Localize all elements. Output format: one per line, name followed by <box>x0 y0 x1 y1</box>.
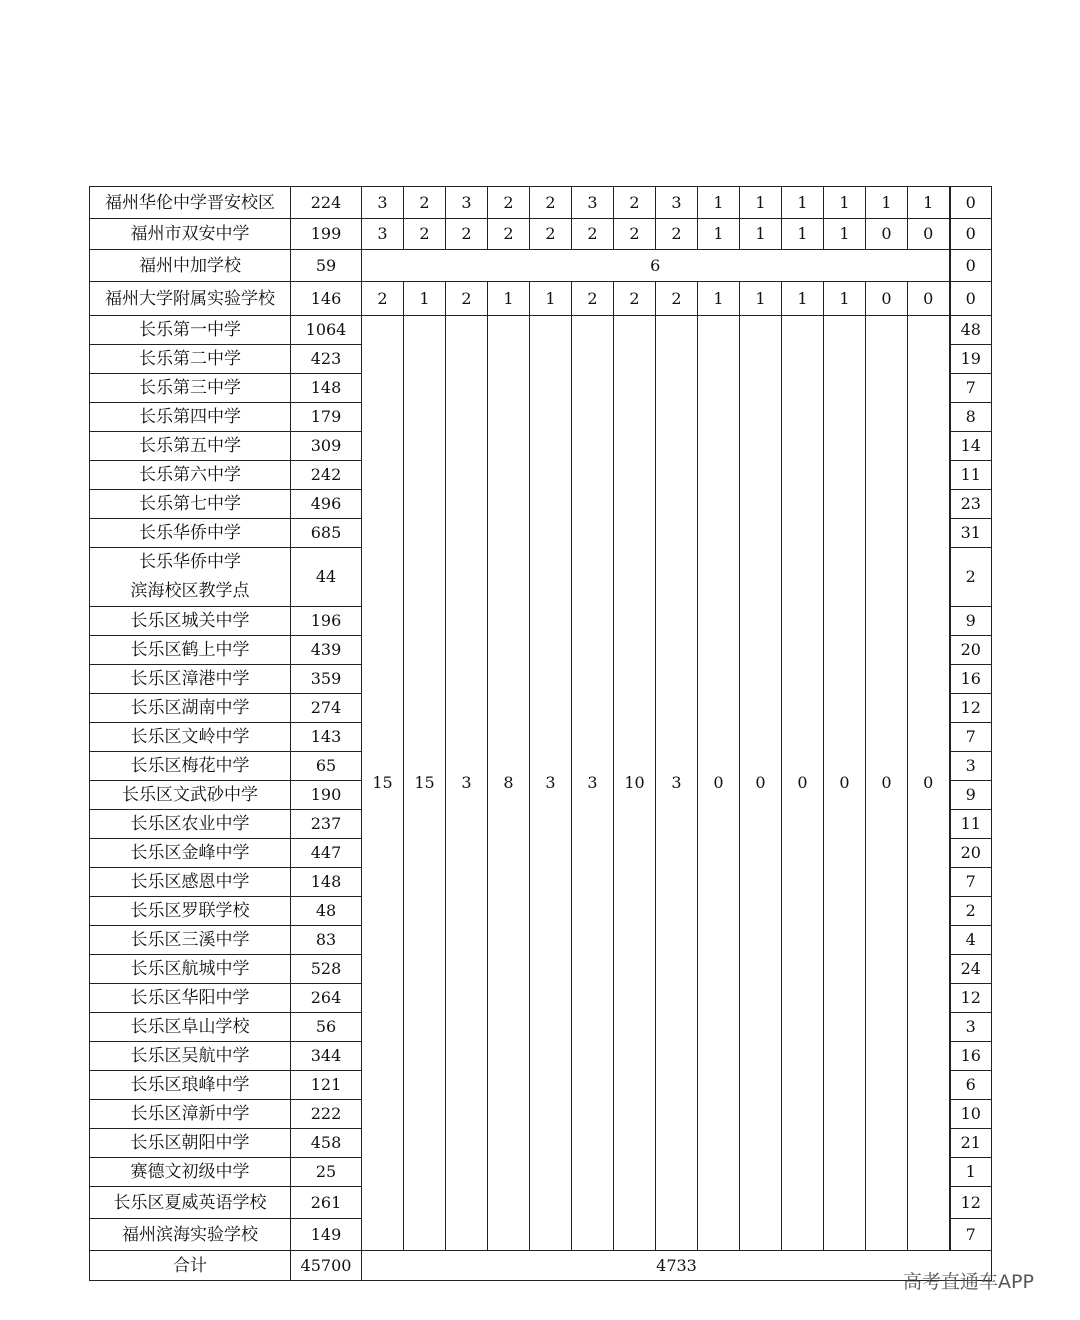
table-row <box>90 282 992 316</box>
allocation-cell: 16 <box>950 665 992 694</box>
quota-cell: 0 <box>824 316 866 1251</box>
total-students-cell: 179 <box>291 403 362 432</box>
total-students-cell: 190 <box>291 781 362 810</box>
school-name-cell: 长乐区罗联学校 <box>90 897 291 926</box>
school-name-cell: 福州华伦中学晋安校区 <box>90 187 291 219</box>
school-name-cell: 长乐区城关中学 <box>90 607 291 636</box>
quota-cell: 2 <box>446 219 488 250</box>
allocation-cell: 1 <box>950 1158 992 1187</box>
school-name-cell: 长乐区文武砂中学 <box>90 781 291 810</box>
allocation-cell: 24 <box>950 955 992 984</box>
school-name-cell: 长乐区鹤上中学 <box>90 636 291 665</box>
quota-cell: 2 <box>362 282 404 316</box>
allocation-cell: 7 <box>950 868 992 897</box>
quota-cell: 2 <box>488 187 530 219</box>
school-name-cell: 长乐区航城中学 <box>90 955 291 984</box>
allocation-cell: 3 <box>950 752 992 781</box>
school-name-cell: 长乐华侨中学 <box>90 519 291 548</box>
school-name-cell: 长乐第七中学 <box>90 490 291 519</box>
school-name-cell: 长乐区阜山学校 <box>90 1013 291 1042</box>
quota-cell: 1 <box>698 282 740 316</box>
allocation-cell: 0 <box>950 250 992 282</box>
allocation-cell: 12 <box>950 694 992 723</box>
quota-cell: 2 <box>572 282 614 316</box>
quota-cell: 2 <box>614 282 656 316</box>
quota-cell: 2 <box>572 219 614 250</box>
allocation-cell: 20 <box>950 636 992 665</box>
allocation-cell: 7 <box>950 723 992 752</box>
school-name-cell: 长乐区农业中学 <box>90 810 291 839</box>
allocation-cell: 12 <box>950 984 992 1013</box>
school-name-cell: 长乐第五中学 <box>90 432 291 461</box>
allocation-cell: 2 <box>950 897 992 926</box>
quota-cell: 1 <box>698 187 740 219</box>
allocation-cell: 0 <box>950 282 992 316</box>
total-students-cell: 148 <box>291 374 362 403</box>
total-students-cell: 56 <box>291 1013 362 1042</box>
quota-cell: 1 <box>782 187 824 219</box>
school-name-cell: 长乐第三中学 <box>90 374 291 403</box>
quota-cell: 1 <box>740 187 782 219</box>
total-students-cell: 274 <box>291 694 362 723</box>
school-name-cell: 长乐区琅峰中学 <box>90 1071 291 1100</box>
quota-cell: 15 <box>362 316 404 1251</box>
quota-cell: 1 <box>530 282 572 316</box>
quota-cell: 1 <box>404 282 446 316</box>
quota-cell: 3 <box>656 316 698 1251</box>
school-name-cell: 长乐第六中学 <box>90 461 291 490</box>
quota-cell: 0 <box>698 316 740 1251</box>
quota-cell: 10 <box>614 316 656 1251</box>
total-students-cell: 143 <box>291 723 362 752</box>
total-students-cell: 65 <box>291 752 362 781</box>
total-students-cell: 59 <box>291 250 362 282</box>
quota-cell: 1 <box>824 282 866 316</box>
total-students-cell: 149 <box>291 1219 362 1251</box>
total-students-cell: 685 <box>291 519 362 548</box>
total-students-cell: 44 <box>291 548 362 607</box>
total-students-cell: 496 <box>291 490 362 519</box>
school-name-cell: 长乐第二中学 <box>90 345 291 374</box>
allocation-cell: 16 <box>950 1042 992 1071</box>
allocation-cell: 3 <box>950 1013 992 1042</box>
quota-cell: 1 <box>824 187 866 219</box>
total-label-cell: 合计 <box>90 1251 291 1281</box>
total-students-cell: 528 <box>291 955 362 984</box>
school-name-cell: 长乐第四中学 <box>90 403 291 432</box>
total-students-cell: 237 <box>291 810 362 839</box>
grand-total-cell: 45700 <box>291 1251 362 1281</box>
total-students-cell: 224 <box>291 187 362 219</box>
quota-cell: 1 <box>866 187 908 219</box>
quota-cell: 0 <box>740 316 782 1251</box>
quota-cell: 2 <box>656 282 698 316</box>
quota-cell: 1 <box>698 219 740 250</box>
school-name-cell: 长乐区感恩中学 <box>90 868 291 897</box>
table-row <box>90 250 992 282</box>
quota-cell: 3 <box>656 187 698 219</box>
total-students-cell: 146 <box>291 282 362 316</box>
school-name-cell: 福州滨海实验学校 <box>90 1219 291 1251</box>
school-name-cell: 赛德文初级中学 <box>90 1158 291 1187</box>
quota-cell: 1 <box>740 282 782 316</box>
quota-cell: 3 <box>362 187 404 219</box>
quota-cell: 2 <box>656 219 698 250</box>
quota-cell: 2 <box>530 187 572 219</box>
school-name-cell: 长乐区三溪中学 <box>90 926 291 955</box>
school-name-cell: 长乐区华阳中学 <box>90 984 291 1013</box>
quota-cell: 8 <box>488 316 530 1251</box>
total-students-cell: 148 <box>291 868 362 897</box>
watermark: 高考直通车APP <box>903 1271 1034 1293</box>
allocation-cell: 0 <box>950 219 992 250</box>
quota-cell: 3 <box>446 316 488 1251</box>
quota-cell: 3 <box>362 219 404 250</box>
quota-cell: 3 <box>446 187 488 219</box>
table-row <box>90 316 992 345</box>
allocation-cell: 11 <box>950 461 992 490</box>
allocation-cell: 7 <box>950 374 992 403</box>
allocation-cell: 8 <box>950 403 992 432</box>
quota-cell: 0 <box>908 316 950 1251</box>
allocation-cell: 9 <box>950 781 992 810</box>
school-name-cell: 长乐区夏威英语学校 <box>90 1187 291 1219</box>
school-name-cell: 福州市双安中学 <box>90 219 291 250</box>
allocation-cell: 2 <box>950 548 992 607</box>
allocation-cell: 11 <box>950 810 992 839</box>
table-row <box>90 187 992 219</box>
allocation-cell: 9 <box>950 607 992 636</box>
quota-cell: 2 <box>530 219 572 250</box>
quota-cell: 3 <box>530 316 572 1251</box>
quota-cell: 3 <box>572 316 614 1251</box>
quota-cell: 2 <box>446 282 488 316</box>
quota-cell: 2 <box>488 219 530 250</box>
total-students-cell: 196 <box>291 607 362 636</box>
allocation-cell: 14 <box>950 432 992 461</box>
total-students-cell: 264 <box>291 984 362 1013</box>
quota-cell: 2 <box>614 219 656 250</box>
total-students-cell: 423 <box>291 345 362 374</box>
total-students-cell: 309 <box>291 432 362 461</box>
total-students-cell: 344 <box>291 1042 362 1071</box>
quota-cell: 1 <box>908 187 950 219</box>
quota-cell: 0 <box>782 316 824 1251</box>
quota-cell: 15 <box>404 316 446 1251</box>
allocation-cell: 10 <box>950 1100 992 1129</box>
quota-cell: 0 <box>866 282 908 316</box>
total-students-cell: 222 <box>291 1100 362 1129</box>
school-name-cell: 长乐区文岭中学 <box>90 723 291 752</box>
school-name-cell: 长乐区湖南中学 <box>90 694 291 723</box>
allocation-cell: 6 <box>950 1071 992 1100</box>
total-row <box>90 1251 992 1281</box>
total-students-cell: 121 <box>291 1071 362 1100</box>
allocation-cell: 0 <box>950 187 992 219</box>
total-students-cell: 439 <box>291 636 362 665</box>
school-name-cell: 长乐区梅花中学 <box>90 752 291 781</box>
quota-cell: 1 <box>782 219 824 250</box>
allocation-cell: 4 <box>950 926 992 955</box>
allocation-cell: 48 <box>950 316 992 345</box>
school-name-cell: 长乐区金峰中学 <box>90 839 291 868</box>
allocation-cell: 7 <box>950 1219 992 1251</box>
total-students-cell: 48 <box>291 897 362 926</box>
total-students-cell: 447 <box>291 839 362 868</box>
quota-cell: 1 <box>740 219 782 250</box>
school-name-cell: 长乐区朝阳中学 <box>90 1129 291 1158</box>
total-students-cell: 359 <box>291 665 362 694</box>
school-name-cell: 长乐华侨中学 滨海校区教学点 <box>90 548 291 607</box>
school-name-cell: 长乐第一中学 <box>90 316 291 345</box>
total-students-cell: 458 <box>291 1129 362 1158</box>
quota-cell: 0 <box>866 219 908 250</box>
quota-cell: 0 <box>908 282 950 316</box>
quota-cell: 2 <box>404 187 446 219</box>
total-students-cell: 242 <box>291 461 362 490</box>
total-students-cell: 261 <box>291 1187 362 1219</box>
school-name-cell: 长乐区漳港中学 <box>90 665 291 694</box>
grand-quota-cell: 4733 <box>362 1251 992 1281</box>
allocation-cell: 19 <box>950 345 992 374</box>
allocation-cell: 12 <box>950 1187 992 1219</box>
quota-cell: 0 <box>866 316 908 1251</box>
quota-cell: 2 <box>404 219 446 250</box>
quota-cell: 1 <box>824 219 866 250</box>
school-name-cell: 福州大学附属实验学校 <box>90 282 291 316</box>
merged-quota-cell: 6 <box>362 250 950 282</box>
table-row <box>90 219 992 250</box>
quota-cell: 2 <box>614 187 656 219</box>
school-name-cell: 长乐区漳新中学 <box>90 1100 291 1129</box>
allocation-cell: 20 <box>950 839 992 868</box>
quota-cell: 0 <box>908 219 950 250</box>
quota-cell: 3 <box>572 187 614 219</box>
total-students-cell: 25 <box>291 1158 362 1187</box>
allocation-cell: 21 <box>950 1129 992 1158</box>
allocation-cell: 31 <box>950 519 992 548</box>
school-name-cell: 福州中加学校 <box>90 250 291 282</box>
enrollment-quota-table <box>89 186 992 1281</box>
allocation-cell: 23 <box>950 490 992 519</box>
total-students-cell: 199 <box>291 219 362 250</box>
quota-cell: 1 <box>488 282 530 316</box>
total-students-cell: 83 <box>291 926 362 955</box>
quota-cell: 1 <box>782 282 824 316</box>
total-students-cell: 1064 <box>291 316 362 345</box>
school-name-cell: 长乐区吴航中学 <box>90 1042 291 1071</box>
